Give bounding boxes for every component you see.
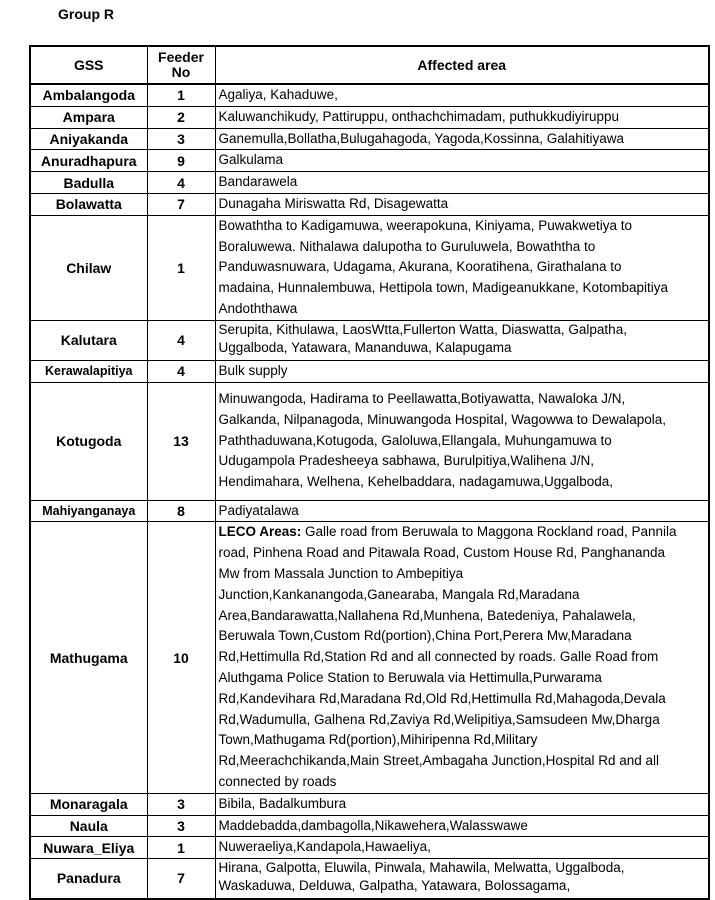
feeder-cell: 3 (147, 793, 215, 815)
area-cell (215, 382, 709, 500)
feeder-cell: 7 (147, 193, 215, 215)
area-cell (215, 106, 709, 128)
gss-cell: Anuradhapura (30, 150, 147, 172)
feeder-cell: 1 (147, 84, 215, 106)
feeder-cell: 1 (147, 837, 215, 859)
table-row (30, 859, 709, 899)
area-line: Ganemulla,Bollatha,Bulugahagoda, Yagoda,Kossinna, Galahitiyawa (218, 130, 625, 146)
area-line: Padiyatalawa (218, 502, 299, 518)
header-area: Affected area (215, 46, 709, 84)
area-line: connected by roads (218, 773, 337, 789)
header-feeder (147, 46, 215, 84)
area-cell (215, 360, 709, 382)
area-line: Minuwangoda, Hadirama to Peellawatta,Botiyawatta, Nawaloka J/N, (218, 391, 626, 407)
table-row (30, 172, 709, 194)
group-title: Group R (58, 6, 114, 22)
table-row (30, 128, 709, 150)
table-row (30, 84, 709, 106)
area-line: madaina, Hunnalembuwa, Hettipola town, Madigeanukkane, Kotombapitiya (218, 280, 669, 296)
area-line: Agaliya, Kahaduwe, (218, 87, 338, 102)
gss-cell: Badulla (30, 172, 147, 194)
header-feeder-line2: No (171, 64, 191, 80)
area-line: Nuweraeliya,Kandapola,Hawaeliya, (218, 839, 431, 855)
gss-cell: Mathugama (30, 522, 147, 793)
area-line (219, 522, 706, 543)
area-line: Galkulama (218, 152, 284, 168)
area-line: Rd,Meerachchikanda,Main Street,Ambagaha Junction,Hospital Rd and all (218, 753, 659, 769)
area-cell (215, 193, 709, 215)
area-line: Beruwala Town,Custom Rd(portion),China Port,Perera Mw,Maradana (218, 628, 632, 644)
area-cell (215, 172, 709, 194)
area-line: Boraluwewa. Nithalawa dalupotha to Guruluwela, Bowaththa to (218, 238, 596, 254)
area-line: Panduwasnuwara, Udagama, Akurana, Kooratihena, Girathalana to (218, 259, 622, 275)
table-row (30, 522, 709, 793)
area-cell (215, 84, 709, 106)
area-cell (215, 320, 709, 360)
area-line: Aluthgama Police Station to Beruwala via Hettimulla,Purwarama (218, 669, 602, 685)
feeder-cell: 8 (147, 500, 215, 522)
area-line: Dunagaha Miriswatta Rd, Disagewatta (218, 195, 449, 211)
table-row (30, 837, 709, 859)
feeder-cell: 1 (147, 215, 215, 320)
area-cell (215, 793, 709, 815)
area-line: Serupita, Kithulawa, LaosWtta,Fullerton Watta, Diaswatta, Galpatha, (218, 321, 627, 337)
feeder-cell: 9 (147, 150, 215, 172)
table-row (30, 320, 709, 360)
header-feeder-line1: Feeder (158, 49, 204, 65)
area-line: Area,Bandarawatta,Nallahena Rd,Munhena, Batedeniya, Pahalawela, (218, 607, 636, 623)
area-line: Hendimahara, Welhena, Kehelbaddara, nadagamuwa,Uggalboda, (218, 474, 614, 490)
area-line: Town,Mathugama Rd(portion),Mihiripenna Rd,Military (218, 732, 538, 748)
area-line: Rd,Wadumulla, Galhena Rd,Zaviya Rd,Welipitiya,Samsudeen Mw,Dharga (218, 711, 660, 727)
area-line: Uggalboda, Yatawara, Mananduwa, Kalapugama (218, 339, 512, 355)
area-line: Paththaduwana,Kotugoda, Galoluwa,Ellangala, Muhungamuwa to (218, 432, 612, 448)
feeder-cell: 13 (147, 382, 215, 500)
area-line: Junction,Kankanangoda,Ganearaba, Mangala Rd,Maradana (218, 586, 580, 602)
area-line: Bowaththa to Kadigamuwa, weerapokuna, Kiniyama, Puwakwetiya to (218, 217, 632, 233)
area-line: road, Pinhena Road and Pitawala Road, Custom House Rd, Panghananda (218, 545, 666, 561)
area-line: Mw from Massala Junction to Ambepitiya (218, 565, 464, 581)
feeder-cell: 2 (147, 106, 215, 128)
feeder-cell: 10 (147, 522, 215, 793)
gss-cell: Mahiyanganaya (30, 500, 147, 522)
area-line: Galkanda, Nilpanagoda, Minuwangoda Hospital, Wagowwa to Dewalapola, (218, 411, 667, 427)
area-line: Andoththawa (218, 300, 298, 316)
table-row (30, 815, 709, 837)
gss-cell: Naula (30, 815, 147, 837)
gss-cell: Nuwara_Eliya (30, 837, 147, 859)
gss-cell: Aniyakanda (30, 128, 147, 150)
area-line: Hirana, Galpotta, Eluwila, Pinwala, Mahawila, Melwatta, Uggalboda, (218, 860, 625, 876)
table-row (30, 215, 709, 320)
feeder-cell: 4 (147, 172, 215, 194)
table-row (30, 500, 709, 522)
feeder-cell: 4 (147, 320, 215, 360)
feeder-cell: 4 (147, 360, 215, 382)
gss-cell: Ambalangoda (30, 84, 147, 106)
table-row (30, 150, 709, 172)
table-row (30, 106, 709, 128)
area-line: Maddebadda,dambagolla,Nikawehera,Walasswawe (218, 817, 528, 833)
area-cell (215, 150, 709, 172)
area-cell (215, 215, 709, 320)
area-line: Rd,Hettimulla Rd,Station Rd and all connected by roads. Galle Road from (218, 649, 659, 665)
header-row (30, 46, 709, 84)
area-line: Udugampola Pradesheeya sabhawa, Burulpitiya,Walihena J/N, (218, 453, 594, 469)
area-line: Kaluwanchikudy, Pattiruppu, onthachchimadam, puthukkudiyiruppu (218, 108, 619, 124)
area-cell (215, 500, 709, 522)
area-cell (215, 522, 709, 793)
area-cell (215, 815, 709, 837)
gss-cell: Chilaw (30, 215, 147, 320)
gss-cell: Kerawalapitiya (30, 360, 147, 382)
area-line: Bandarawela (218, 174, 298, 190)
feeder-cell: 3 (147, 815, 215, 837)
area-line: Rd,Kandevihara Rd,Maradana Rd,Old Rd,Hettimulla Rd,Mahagoda,Devala (218, 690, 666, 706)
feeder-cell: 7 (147, 859, 215, 899)
area-line: Bibila, Badalkumbura (218, 795, 347, 811)
header-gss: GSS (30, 46, 147, 84)
area-cell (215, 837, 709, 859)
gss-cell: Monaragala (30, 793, 147, 815)
gss-cell: Kalutara (30, 320, 147, 360)
feeder-cell: 3 (147, 128, 215, 150)
table-row (30, 793, 709, 815)
area-cell (215, 128, 709, 150)
gss-cell: Kotugoda (30, 382, 147, 500)
gss-cell: Panadura (30, 859, 147, 899)
gss-cell: Ampara (30, 106, 147, 128)
table-row (30, 360, 709, 382)
table-row (30, 193, 709, 215)
area-line-text: Galle road from Beruwala to Maggona Rockland road, Pannila (301, 524, 677, 540)
table-row (30, 382, 709, 500)
gss-cell: Bolawatta (30, 193, 147, 215)
area-line: Waskaduwa, Delduwa, Galpatha, Yatawara, Bolossagama, (218, 878, 571, 894)
area-line: Bulk supply (218, 362, 288, 378)
area-lead: LECO Areas: (218, 524, 302, 540)
outage-table (29, 45, 710, 900)
area-cell (215, 859, 709, 899)
